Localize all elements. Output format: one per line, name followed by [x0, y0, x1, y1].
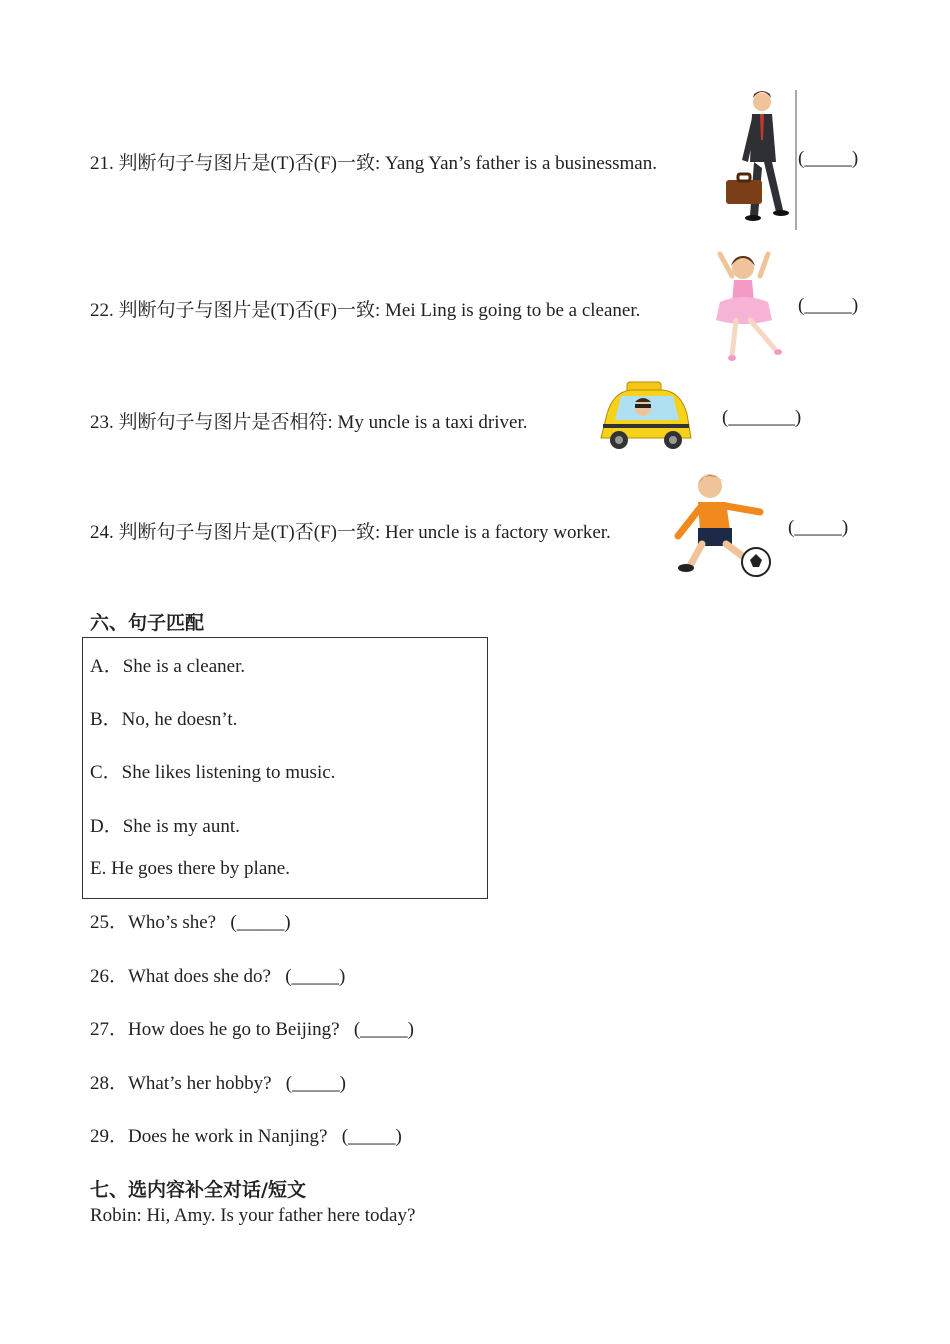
football-boy-image [672, 470, 778, 584]
question-text: 29．Does he work in Nanjing? [90, 1126, 328, 1147]
question-text: 25．Who’s she? [90, 912, 217, 933]
question-text: 28．What’s her hobby? [90, 1073, 272, 1094]
option-c: C．She likes listening to music. [90, 762, 336, 783]
answer-blank[interactable]: (_____) [353, 1019, 415, 1040]
question-text: 27．How does he go to Beijing? [90, 1019, 340, 1040]
answer-blank[interactable]: (_______) [722, 407, 802, 428]
taxi-image [597, 380, 695, 454]
ballet-girl-image [706, 248, 788, 364]
answer-blank[interactable]: (_____) [230, 912, 291, 933]
question-text: 判断句子与图片是(T)否(F)一致: Her uncle is a factory worker. [118, 522, 611, 543]
answer-blank[interactable]: (_____) [285, 1073, 346, 1094]
question-text: 26．What does she do? [90, 966, 271, 987]
question-number: 22. [90, 300, 119, 321]
question-21 [90, 148, 657, 175]
section-heading-7: 七、选内容补全对话/短文 [90, 1179, 306, 1201]
question-25 [90, 907, 291, 934]
question-number: 23. [90, 412, 119, 433]
dialogue-line: Robin: Hi, Amy. Is your father here today? [90, 1205, 416, 1226]
answer-blank[interactable]: (_____) [798, 148, 859, 169]
question-number: 21. [90, 153, 119, 174]
question-text: 判断句子与图片是(T)否(F)一致: Mei Ling is going to be a cleaner. [118, 300, 641, 321]
answer-blank[interactable]: (_____) [798, 295, 859, 316]
question-26 [90, 961, 345, 988]
option-b: B．No, he doesn’t. [90, 709, 238, 730]
option-e: E. He goes there by plane. [90, 858, 290, 879]
question-number: 24. [90, 522, 119, 543]
question-22 [90, 295, 640, 322]
question-text: 判断句子与图片是(T)否(F)一致: Yang Yan’s father is a businessman. [118, 153, 657, 174]
answer-blank[interactable]: (_____) [341, 1126, 402, 1147]
question-23 [90, 407, 527, 434]
option-d: D．She is my aunt. [90, 816, 240, 837]
question-24 [90, 517, 611, 544]
question-27 [90, 1014, 414, 1041]
businessman-image [720, 88, 800, 232]
answer-blank[interactable]: (_____) [788, 517, 849, 538]
section-heading-6: 六、句子匹配 [90, 612, 205, 634]
option-a: A．She is a cleaner. [90, 656, 246, 677]
question-29 [90, 1121, 402, 1148]
answer-blank[interactable]: (_____) [285, 966, 346, 987]
question-28 [90, 1068, 346, 1095]
question-text: 判断句子与图片是否相符: My uncle is a taxi driver. [118, 412, 528, 433]
